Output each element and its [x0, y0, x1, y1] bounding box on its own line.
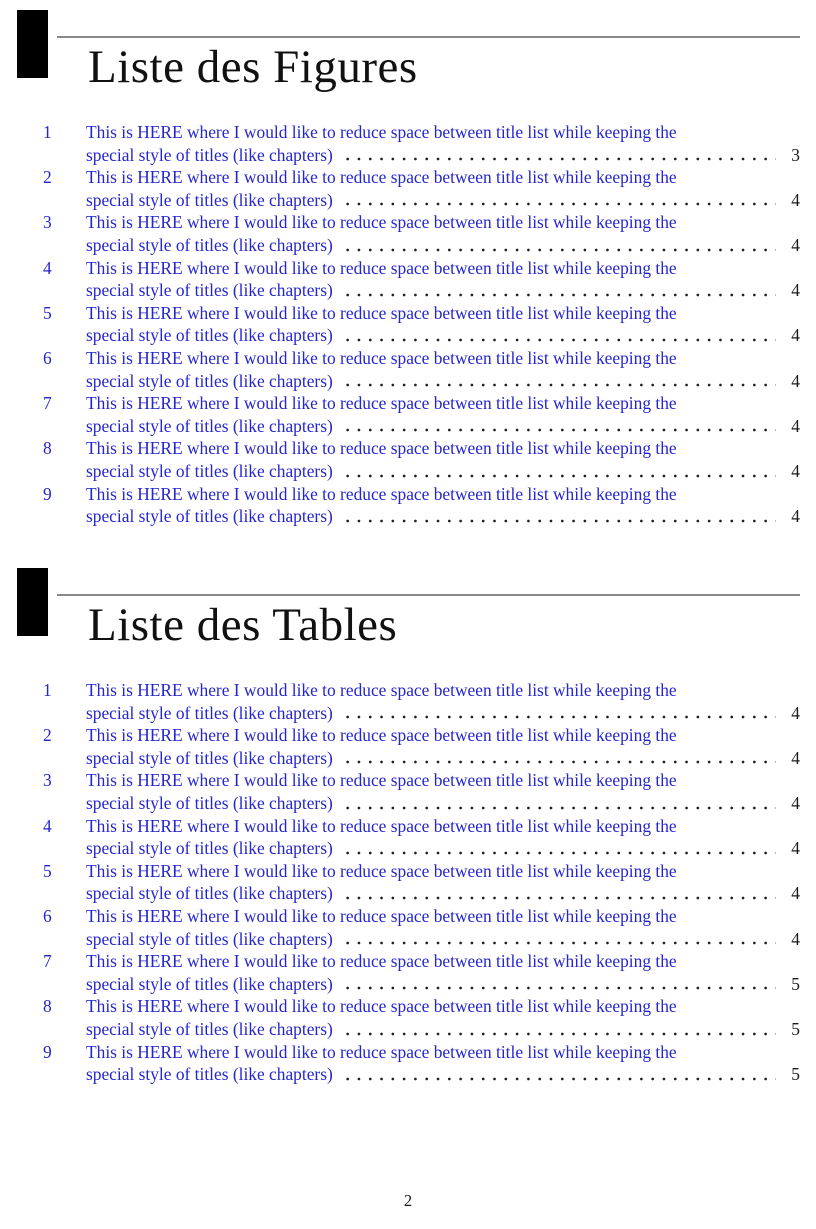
tables-toc-entry[interactable] — [43, 995, 800, 1040]
dot-leader — [340, 144, 776, 167]
entry-title-line2[interactable]: special style of titles (like chapters) — [86, 234, 333, 255]
entry-line2-row — [86, 882, 800, 905]
entry-page-number[interactable]: 4 — [791, 747, 800, 768]
entry-body — [86, 1041, 800, 1086]
dot-leader — [340, 928, 776, 951]
entry-number-link[interactable]: 5 — [43, 302, 52, 323]
entry-body — [86, 905, 800, 950]
entry-title-line2[interactable]: special style of titles (like chapters) — [86, 370, 333, 391]
entry-title-line2[interactable]: special style of titles (like chapters) — [86, 973, 333, 994]
tables-toc-entry[interactable] — [43, 679, 800, 724]
dot-leader — [340, 189, 776, 212]
entry-body — [86, 860, 800, 905]
entry-body — [86, 724, 800, 769]
entry-page-number[interactable]: 4 — [791, 280, 800, 301]
entry-number-link[interactable]: 5 — [43, 860, 52, 881]
entry-line2-row — [86, 837, 800, 860]
entry-body — [86, 121, 800, 166]
entry-body — [86, 392, 800, 437]
entry-body — [86, 347, 800, 392]
entry-title-line2[interactable]: special style of titles (like chapters) — [86, 747, 333, 768]
dot-leader — [340, 324, 776, 347]
entry-line2-row — [86, 324, 800, 347]
entry-title-line1[interactable]: This is HERE where I would like to reduce space between title list while keeping the — [86, 905, 677, 926]
entry-body — [86, 257, 800, 302]
entry-page-number[interactable]: 4 — [791, 415, 800, 436]
entry-page-number[interactable]: 5 — [791, 973, 800, 994]
entry-line2-row — [86, 505, 800, 528]
figures-toc-list — [43, 121, 800, 528]
list-of-tables-title: Liste des Tables — [88, 599, 398, 651]
entry-line2-row — [86, 792, 800, 815]
dot-leader — [340, 702, 776, 725]
list-of-tables-section — [0, 558, 816, 1118]
entry-number-link[interactable]: 2 — [43, 167, 52, 188]
entry-page-number[interactable]: 4 — [791, 460, 800, 481]
entry-title-line1[interactable]: This is HERE where I would like to reduce space between title list while keeping the — [86, 122, 677, 142]
entry-title-line1[interactable]: This is HERE where I would like to reduce space between title list while keeping the — [86, 1041, 677, 1062]
dot-leader — [340, 1063, 776, 1086]
entry-body — [86, 995, 800, 1040]
entry-number-link[interactable]: 6 — [43, 347, 52, 368]
tables-toc-entry[interactable] — [43, 1041, 800, 1086]
tables-toc-entry[interactable] — [43, 815, 800, 860]
entry-line2-row — [86, 1018, 800, 1041]
figures-toc-entry[interactable] — [43, 483, 800, 528]
dot-leader — [340, 415, 776, 438]
entry-title-line2[interactable]: special style of titles (like chapters) — [86, 702, 333, 723]
chapter-heading-rule — [57, 36, 800, 38]
figures-toc-entry[interactable] — [43, 347, 800, 392]
entry-body — [86, 815, 800, 860]
entry-number-link[interactable]: 4 — [43, 815, 52, 836]
entry-title-line2[interactable]: special style of titles (like chapters) — [86, 325, 333, 346]
dot-leader — [340, 234, 776, 257]
figures-toc-entry[interactable] — [43, 121, 800, 166]
entry-title-line1[interactable]: This is HERE where I would like to reduce space between title list while keeping the — [86, 347, 677, 368]
dot-leader — [340, 882, 776, 905]
entry-title-line1[interactable]: This is HERE where I would like to reduce space between title list while keeping the — [86, 167, 677, 188]
entry-page-number[interactable]: 4 — [791, 234, 800, 255]
entry-line2-row — [86, 415, 800, 438]
entry-line2-row — [86, 370, 800, 393]
entry-title-line2[interactable]: special style of titles (like chapters) — [86, 189, 333, 210]
entry-title-line1[interactable]: This is HERE where I would like to reduce space between title list while keeping the — [86, 815, 677, 836]
entry-body — [86, 950, 800, 995]
entry-body — [86, 769, 800, 814]
entry-title-line2[interactable]: special style of titles (like chapters) — [86, 928, 333, 949]
entry-number-link[interactable]: 1 — [43, 122, 52, 142]
entry-title-line1[interactable]: This is HERE where I would like to reduce space between title list while keeping the — [86, 680, 677, 700]
entry-number-link[interactable]: 3 — [43, 212, 52, 233]
entry-title-line1[interactable]: This is HERE where I would like to reduce space between title list while keeping the — [86, 302, 677, 323]
entry-line2-row — [86, 973, 800, 996]
entry-title-line1[interactable]: This is HERE where I would like to reduce space between title list while keeping the — [86, 393, 677, 414]
entry-body — [86, 483, 800, 528]
entry-page-number[interactable]: 4 — [791, 506, 800, 527]
entry-title-line1[interactable]: This is HERE where I would like to reduce space between title list while keeping the — [86, 212, 677, 233]
chapter-heading-block — [17, 568, 48, 636]
entry-title-line1[interactable]: This is HERE where I would like to reduce space between title list while keeping the — [86, 996, 677, 1017]
entry-number-link[interactable]: 7 — [43, 951, 52, 972]
figures-toc-entry[interactable] — [43, 166, 800, 211]
tables-toc-entry[interactable] — [43, 860, 800, 905]
entry-title-line2[interactable]: special style of titles (like chapters) — [86, 415, 333, 436]
entry-title-line2[interactable]: special style of titles (like chapters) — [86, 506, 333, 527]
entry-title-line2[interactable]: special style of titles (like chapters) — [86, 792, 333, 813]
dot-leader — [340, 747, 776, 770]
entry-page-number[interactable]: 5 — [791, 1018, 800, 1039]
dot-leader — [340, 505, 776, 528]
entry-number-link[interactable]: 6 — [43, 905, 52, 926]
entry-number-link[interactable]: 1 — [43, 680, 52, 700]
entry-number-link[interactable]: 7 — [43, 393, 52, 414]
tables-toc-entry[interactable] — [43, 724, 800, 769]
entry-title-line1[interactable]: This is HERE where I would like to reduce space between title list while keeping the — [86, 951, 677, 972]
entry-line2-row — [86, 279, 800, 302]
entry-line2-row — [86, 460, 800, 483]
entry-title-line2[interactable]: special style of titles (like chapters) — [86, 460, 333, 481]
tables-toc-entry[interactable] — [43, 950, 800, 995]
entry-title-line2[interactable]: special style of titles (like chapters) — [86, 144, 333, 165]
entry-title-line1[interactable]: This is HERE where I would like to reduce space between title list while keeping the — [86, 257, 677, 278]
entry-title-line2[interactable]: special style of titles (like chapters) — [86, 838, 333, 859]
entry-title-line1[interactable]: This is HERE where I would like to reduce space between title list while keeping the — [86, 860, 677, 881]
entry-title-line2[interactable]: special style of titles (like chapters) — [86, 1064, 333, 1085]
dot-leader — [340, 973, 776, 996]
entry-line2-row — [86, 747, 800, 770]
list-of-figures-section — [0, 0, 816, 558]
figures-toc-entry[interactable] — [43, 211, 800, 256]
entry-line2-row — [86, 1063, 800, 1086]
entry-page-number[interactable]: 4 — [791, 189, 800, 210]
entry-title-line1[interactable]: This is HERE where I would like to reduce space between title list while keeping the — [86, 483, 677, 504]
dot-leader — [340, 370, 776, 393]
entry-title-line2[interactable]: special style of titles (like chapters) — [86, 883, 333, 904]
entry-number-link[interactable]: 9 — [43, 1041, 52, 1062]
entry-line2-row — [86, 702, 800, 725]
entry-line2-row — [86, 234, 800, 257]
figures-toc-entry[interactable] — [43, 302, 800, 347]
dot-leader — [340, 460, 776, 483]
entry-number-link[interactable]: 8 — [43, 996, 52, 1017]
entry-page-number[interactable]: 3 — [791, 144, 800, 165]
entry-body — [86, 211, 800, 256]
footer-page-number: 2 — [403, 1191, 413, 1210]
figures-toc-entry[interactable] — [43, 437, 800, 482]
entry-body — [86, 302, 800, 347]
entry-page-number[interactable]: 4 — [791, 702, 800, 723]
entry-body — [86, 679, 800, 724]
list-of-figures-title: Liste des Figures — [88, 41, 418, 93]
entry-page-number[interactable]: 4 — [791, 928, 800, 949]
entry-title-line2[interactable]: special style of titles (like chapters) — [86, 280, 333, 301]
entry-number-link[interactable]: 2 — [43, 725, 52, 746]
chapter-heading-rule — [57, 594, 800, 596]
entry-line2-row — [86, 144, 800, 167]
entry-title-line1[interactable]: This is HERE where I would like to reduce space between title list while keeping the — [86, 770, 677, 791]
entry-title-line1[interactable]: This is HERE where I would like to reduce space between title list while keeping the — [86, 438, 677, 459]
entry-body — [86, 166, 800, 211]
entry-page-number[interactable]: 5 — [791, 1064, 800, 1085]
dot-leader — [340, 279, 776, 302]
entry-body — [86, 437, 800, 482]
entry-page-number[interactable]: 4 — [791, 792, 800, 813]
entry-title-line2[interactable]: special style of titles (like chapters) — [86, 1018, 333, 1039]
entry-number-link[interactable]: 9 — [43, 483, 52, 504]
entry-line2-row — [86, 928, 800, 951]
entry-title-line1[interactable]: This is HERE where I would like to reduce space between title list while keeping the — [86, 725, 677, 746]
entry-line2-row — [86, 189, 800, 212]
dot-leader — [340, 837, 776, 860]
entry-page-number[interactable]: 4 — [791, 883, 800, 904]
figures-toc-entry[interactable] — [43, 257, 800, 302]
entry-number-link[interactable]: 3 — [43, 770, 52, 791]
dot-leader — [340, 1018, 776, 1041]
entry-number-link[interactable]: 8 — [43, 438, 52, 459]
dot-leader — [340, 792, 776, 815]
entry-page-number[interactable]: 4 — [791, 370, 800, 391]
tables-toc-list — [43, 679, 800, 1086]
entry-number-link[interactable]: 4 — [43, 257, 52, 278]
chapter-heading-block — [17, 10, 48, 78]
tables-toc-entry[interactable] — [43, 769, 800, 814]
entry-page-number[interactable]: 4 — [791, 838, 800, 859]
tables-toc-entry[interactable] — [43, 905, 800, 950]
figures-toc-entry[interactable] — [43, 392, 800, 437]
entry-page-number[interactable]: 4 — [791, 325, 800, 346]
